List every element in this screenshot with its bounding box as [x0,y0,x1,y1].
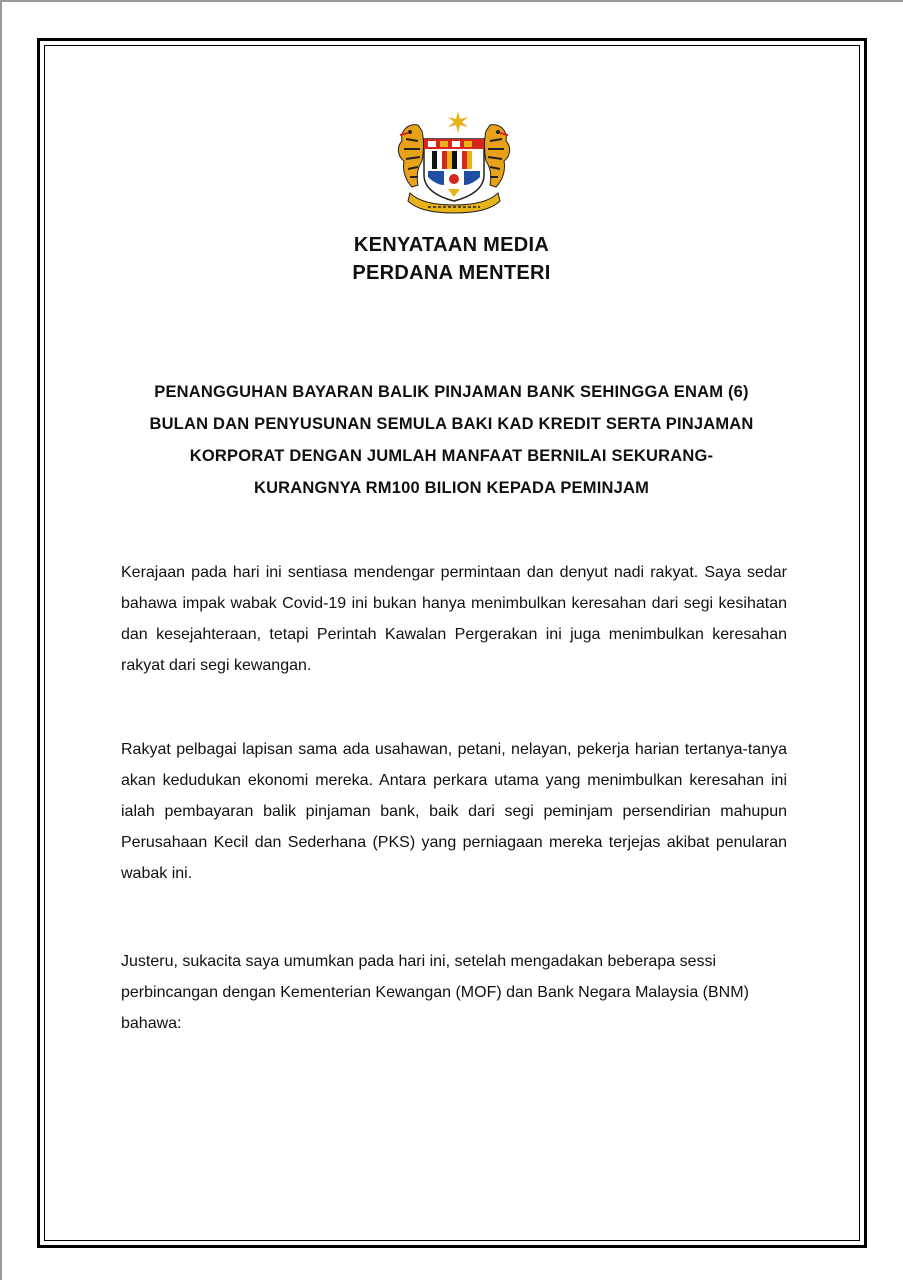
heading-line-1: KENYATAAN MEDIA [353,234,550,256]
left-tiger-icon [398,125,423,187]
subject-line-3: KORPORAT DENGAN JUMLAH MANFAAT BERNILAI SEKURANG- [189,447,714,465]
subject-title [100,376,803,504]
press-statement-heading [0,231,903,287]
page-edge [0,0,2,1280]
crescent-star-icon [433,109,468,135]
subject-line-1: PENANGGUHAN BAYARAN BALIK PINJAMAN BANK SEHINGGA ENAM (6) [154,383,749,401]
body-paragraph-3: Justeru, sukacita saya umumkan pada hari ini, setelah mengadakan beberapa sessi perbincangan dengan Kementerian Kewangan (MOF) dan Bank Negara Malaysia (BNM) bahawa: [121,953,749,1032]
right-tiger-icon [485,125,510,187]
body-paragraph-2: Rakyat pelbagai lapisan sama ada usahawan, petani, nelayan, pekerja harian tertanya-tanya akan kedudukan ekonomi mereka. Antara perkara utama yang menimbulkan keresahan ini ialah pembayaran balik pinjaman bank, baik dari segi peminjam persendirian mahupun Perusahaan Kecil dan Sederhana (PKS) yang perniagaan mereka terjejas akibat penularan wabak ini. [121,741,787,882]
subject-line-2: BULAN DAN PENYUSUNAN SEMULA BAKI KAD KREDIT SERTA PINJAMAN [149,415,754,433]
heading-line-2: PERDANA MENTERI [352,262,551,284]
page-edge [0,0,903,2]
body-paragraph-1: Kerajaan pada hari ini sentiasa mendengar permintaan dan denyut nadi rakyat. Saya sedar bahawa impak wabak Covid-19 ini bukan hanya menimbulkan keresahan dari segi kesihatan dan kesejahteraan, tetapi Perintah Kawalan Pergerakan ini juga menimbulkan keresahan rakyat dari segi kewangan. [121,564,787,674]
malaysia-coat-of-arms-logo [388,105,520,217]
subject-line-4: KURANGNYA RM100 BILION KEPADA PEMINJAM [253,479,650,497]
shield-icon [424,139,484,201]
